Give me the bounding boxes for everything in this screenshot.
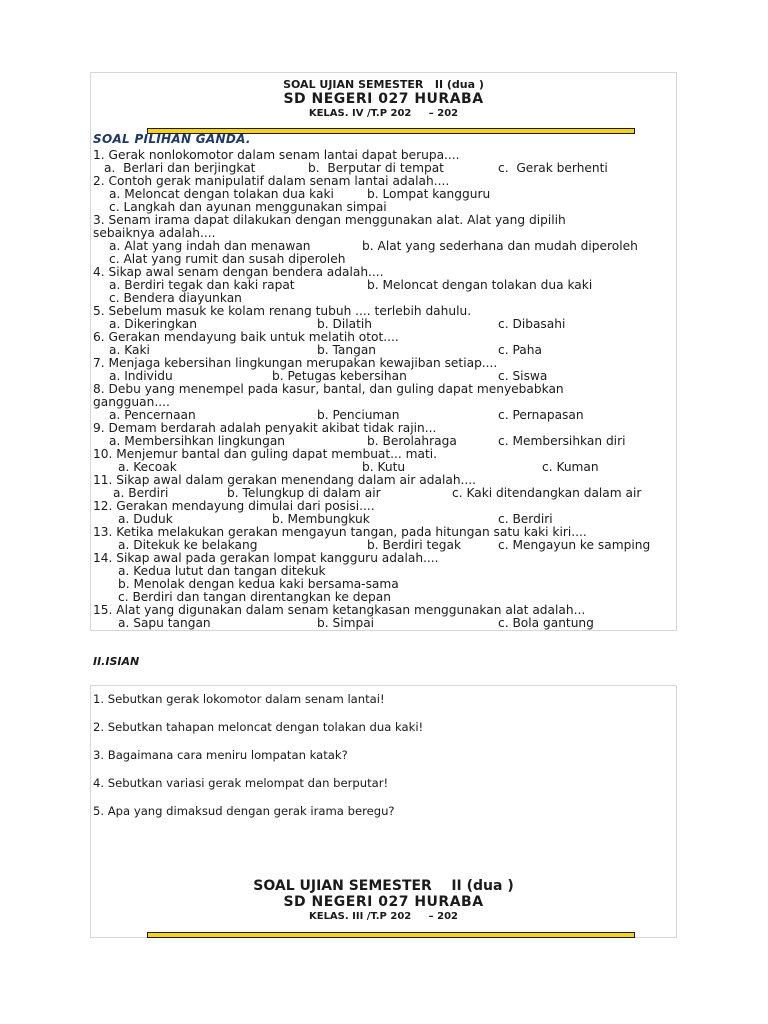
answer-option: a. Membersihkan lingkungan [109, 434, 286, 448]
answer-option: a. Berdiri tegak dan kaki rapat [109, 278, 295, 292]
exam-title-2: SOAL UJIAN SEMESTER II (dua ) [253, 878, 514, 894]
answer-option: c. Langkah dan ayunan menggunakan simpai [109, 200, 387, 214]
question-text: 2. Contoh gerak manipulatif dalam senam lantai adalah.... [93, 174, 450, 188]
answer-option: c. Berdiri [498, 512, 553, 526]
answer-option: a. Sapu tangan [118, 616, 211, 630]
answer-option: a. Kedua lutut dan tangan ditekuk [118, 564, 326, 578]
answer-option: a. Ditekuk ke belakang [118, 538, 258, 552]
essay-question: 5. Apa yang dimaksud dengan gerak irama beregu? [93, 804, 395, 818]
answer-option: c. Dibasahi [498, 317, 566, 331]
essay-question: 3. Bagaimana cara meniru lompatan katak? [93, 748, 348, 762]
answer-option: a. Berlari dan berjingkat [104, 161, 256, 175]
answer-option: b. Meloncat dengan tolakan dua kaki [367, 278, 593, 292]
answer-option: a. Berdiri [113, 486, 169, 500]
essay-question: 1. Sebutkan gerak lokomotor dalam senam lantai! [93, 692, 385, 706]
answer-option: a. Alat yang indah dan menawan [109, 239, 311, 253]
question-text: 11. Sikap awal dalam gerakan menendang dalam air adalah.... [93, 473, 477, 487]
answer-option: c. Kuman [542, 460, 599, 474]
question-text: 3. Senam irama dapat dilakukan dengan menggunakan alat. Alat yang dipilih [93, 213, 566, 227]
answer-option: b. Berputar di tempat [308, 161, 444, 175]
essay-question: 4. Sebutkan variasi gerak melompat dan berputar! [93, 776, 389, 790]
question-text: 5. Sebelum masuk ke kolam renang tubuh .... terlebih dahulu. [93, 304, 472, 318]
answer-option: b. Berdiri tegak [367, 538, 462, 552]
answer-option: a. Pencernaan [109, 408, 196, 422]
answer-option: b. Membungkuk [272, 512, 370, 526]
answer-option: c. Siswa [498, 369, 548, 383]
question-text: 10. Menjemur bantal dan guling dapat membuat... mati. [93, 447, 438, 461]
class-year: KELAS. IV /T.P 202 – 202 [308, 108, 459, 119]
school-name: SD NEGERI 027 HURABA [283, 91, 484, 107]
answer-option: b. Berolahraga [367, 434, 457, 448]
answer-option: c. Berdiri dan tangan direntangkan ke depan [118, 590, 391, 604]
question-text: 15. Alat yang digunakan dalam senam ketangkasan menggunakan alat adalah... [93, 603, 586, 617]
answer-option: b. Kutu [362, 460, 406, 474]
question-text: 13. Ketika melakukan gerakan mengayun tangan, pada hitungan satu kaki kiri.... [93, 525, 587, 539]
answer-option: b. Menolak dengan kedua kaki bersama-sama [118, 577, 399, 591]
answer-option: c. Membersihkan diri [498, 434, 626, 448]
answer-option: b. Penciuman [317, 408, 400, 422]
exam-title: SOAL UJIAN SEMESTER II (dua ) [283, 78, 484, 91]
question-text: 8. Debu yang menempel pada kasur, bantal, dan guling dapat menyebabkan [93, 382, 564, 396]
answer-option: a. Kaki [109, 343, 150, 357]
school-name-2: SD NEGERI 027 HURABA [283, 894, 484, 910]
answer-option: c. Bola gantung [498, 616, 594, 630]
answer-option: a. Meloncat dengan tolakan dua kaki [109, 187, 334, 201]
question-text: 6. Gerakan mendayung baik untuk melatih otot.... [93, 330, 399, 344]
question-text: sebaiknya adalah.... [93, 226, 216, 240]
answer-option: c. Bendera diayunkan [109, 291, 242, 305]
class-year-2: KELAS. III /T.P 202 – 202 [308, 911, 459, 922]
question-text: 9. Demam berdarah adalah penyakit akibat tidak rajin... [93, 421, 437, 435]
answer-option: c. Mengayun ke samping [498, 538, 651, 552]
answer-option: b. Simpai [317, 616, 375, 630]
question-text: gangguan.... [93, 395, 170, 409]
answer-option: b. Petugas kebersihan [272, 369, 407, 383]
answer-option: a. Individu [109, 369, 173, 383]
section-title-essay: II.ISIAN [93, 655, 140, 668]
question-text: 1. Gerak nonlokomotor dalam senam lantai dapat berupa.... [93, 148, 460, 162]
answer-option: a. Dikeringkan [109, 317, 198, 331]
answer-option: c. Gerak berhenti [498, 161, 608, 175]
answer-option: b. Dilatih [317, 317, 372, 331]
answer-option: c. Alat yang rumit dan susah diperoleh [109, 252, 346, 266]
essay-section [90, 685, 677, 938]
answer-option: b. Tangan [317, 343, 377, 357]
answer-option: b. Lompat kangguru [367, 187, 491, 201]
answer-option: c. Paha [498, 343, 542, 357]
answer-option: a. Kecoak [118, 460, 177, 474]
question-text: 12. Gerakan mendayung dimulai dari posisi.... [93, 499, 375, 513]
answer-option: b. Alat yang sederhana dan mudah diperoleh [362, 239, 638, 253]
question-text: 7. Menjaga kebersihan lingkungan merupakan kewajiban setiap.... [93, 356, 498, 370]
header-divider-2 [147, 932, 635, 938]
essay-question: 2. Sebutkan tahapan meloncat dengan tolakan dua kaki! [93, 720, 424, 734]
multiple-choice-section [90, 72, 677, 631]
question-text: 14. Sikap awal pada gerakan lompat kangguru adalah.... [93, 551, 439, 565]
answer-option: a. Duduk [118, 512, 173, 526]
answer-option: b. Telungkup di dalam air [227, 486, 381, 500]
question-text: 4. Sikap awal senam dengan bendera adalah.... [93, 265, 384, 279]
answer-option: c. Kaki ditendangkan dalam air [452, 486, 642, 500]
section-title-multiple-choice: SOAL PILIHAN GANDA. [93, 132, 251, 146]
answer-option: c. Pernapasan [498, 408, 584, 422]
